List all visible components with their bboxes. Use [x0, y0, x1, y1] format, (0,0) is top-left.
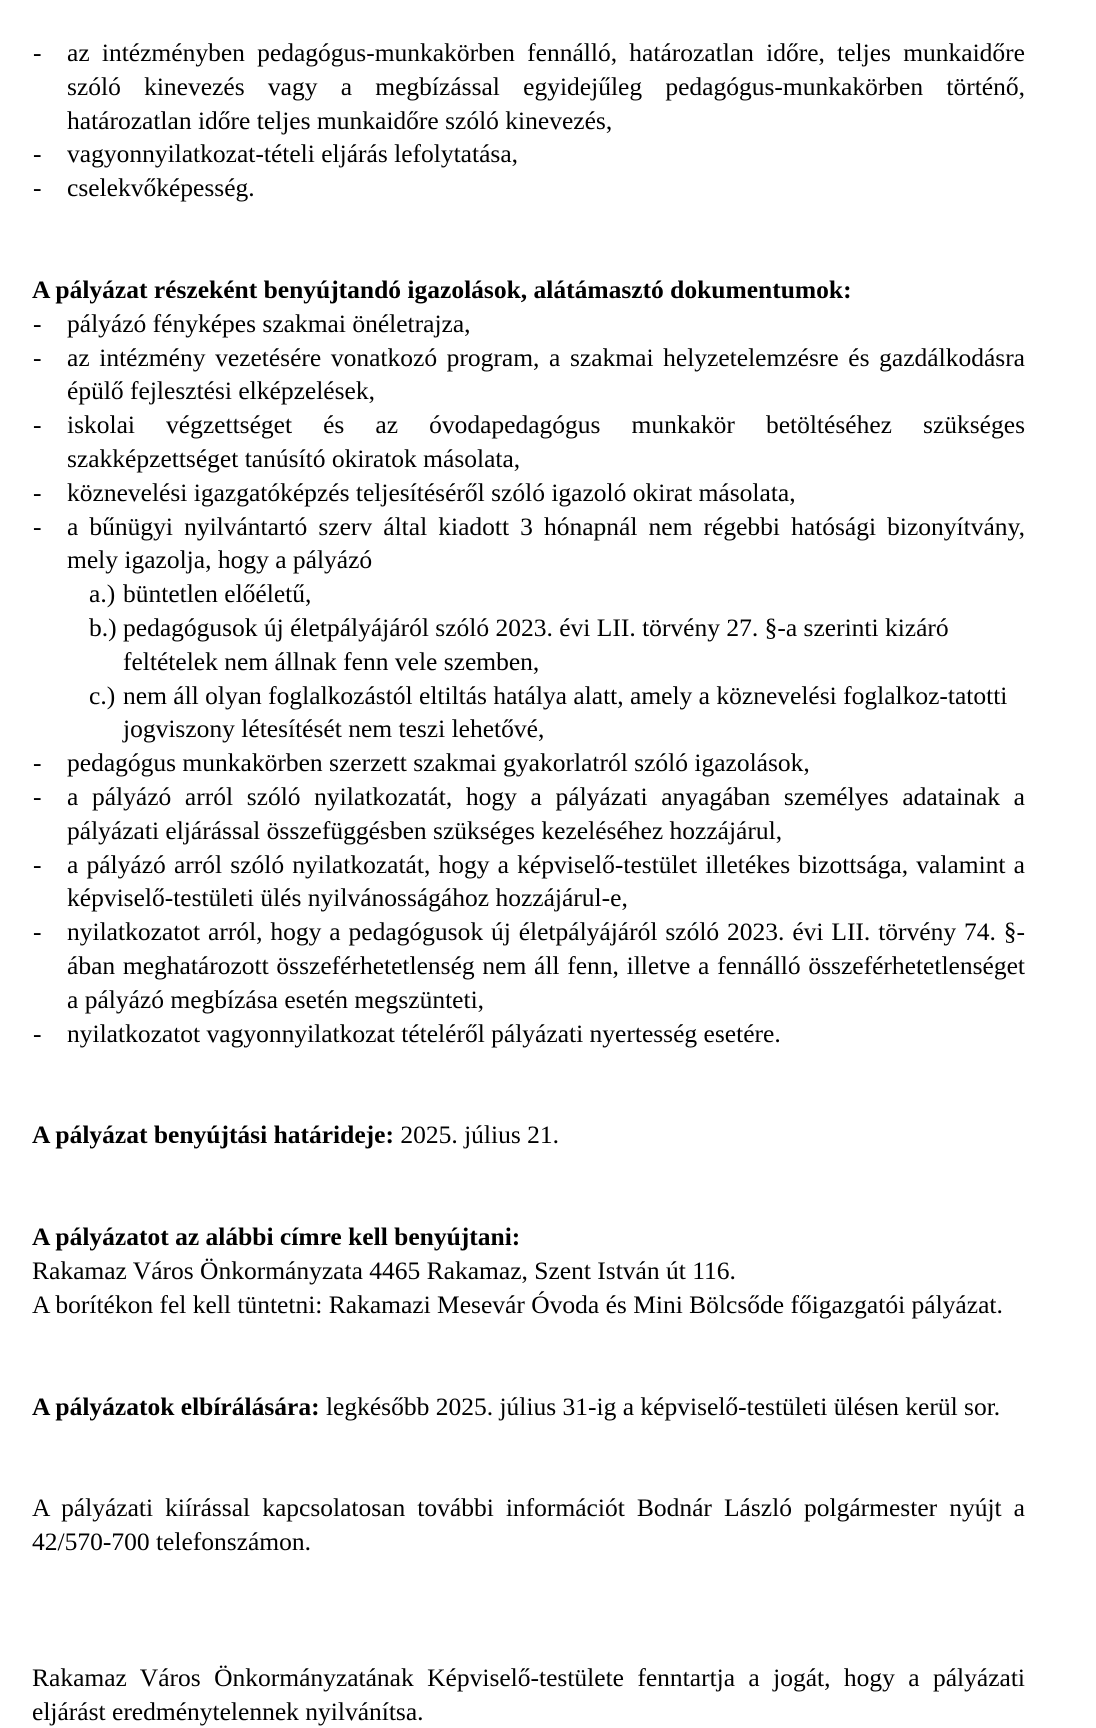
- deadline-value: 2025. július 21.: [400, 1120, 560, 1150]
- criminal-record-subconditions-list: [32, 577, 1025, 746]
- list-item: [32, 408, 1025, 476]
- spacer: [32, 205, 1025, 273]
- submission-heading: A pályázatot az alábbi címre kell benyújtani:: [32, 1222, 521, 1252]
- list-item-text: az intézményben pedagógus-munkakörben fennálló, határozatlan időre, teljes munkaidőre szóló kinevezés vagy a megbízással egyidejűleg pedagógus-munkakörben történő, határozatlan időre teljes munkaidőre szóló kinevezés,: [67, 38, 1025, 135]
- dash-bullet-icon: -: [33, 139, 42, 169]
- spacer: [32, 1322, 1025, 1390]
- list-item-text: nyilatkozatot vagyonnyilatkozat tételéről pályázati nyertesség esetére.: [67, 1018, 781, 1048]
- list-item: [32, 679, 1025, 747]
- dash-bullet-icon: -: [33, 917, 42, 947]
- reservation-paragraph: Rakamaz Város Önkormányzatának Képviselő-testülete fenntartja a jogát, hogy a pályázati eljárást eredménytelennek nyilvánítsa.: [32, 1662, 1025, 1726]
- evaluation-label: A pályázatok elbírálására:: [32, 1391, 320, 1421]
- list-item: [32, 1017, 1025, 1051]
- list-item: [32, 476, 1025, 510]
- list-item-text: a bűnügyi nyilvántartó szerv által kiadott 3 hónapnál nem régebbi hatósági bizonyítvány, mely igazolja, hogy a pályázó: [67, 511, 1025, 575]
- dash-bullet-icon: -: [33, 308, 42, 338]
- list-item-text: köznevelési igazgatóképzés teljesítéséről szóló igazoló okirat másolata,: [67, 477, 796, 507]
- list-item-text: büntetlen előéletű,: [123, 579, 312, 609]
- document-body: [32, 36, 1025, 1728]
- deadline-label: A pályázat benyújtási határideje:: [32, 1120, 394, 1150]
- submission-envelope-note: A borítékon fel kell tüntetni: Rakamazi Mesevár Óvoda és Mini Bölcsőde főigazgatói pályázat.: [32, 1289, 1003, 1319]
- dash-bullet-icon: -: [33, 849, 42, 879]
- alpha-marker-b: b.): [89, 612, 117, 642]
- list-item: [32, 171, 1025, 205]
- list-item-text: pályázó fényképes szakmai önéletrajza,: [67, 308, 471, 338]
- list-item-text: nem áll olyan foglalkozástól eltiltás hatálya alatt, amely a köznevelési foglalkoz-tatotti jogviszony létesítését nem teszi lehetővé,: [123, 680, 1008, 744]
- dash-bullet-icon: -: [33, 410, 42, 440]
- dash-bullet-icon: -: [33, 342, 42, 372]
- list-item-text: vagyonnyilatkozat-tételi eljárás lefolytatása,: [67, 139, 519, 169]
- spacer: [32, 1423, 1025, 1491]
- list-item: [32, 137, 1025, 171]
- list-item: [32, 746, 1025, 780]
- list-item: [32, 915, 1025, 1016]
- evaluation-value: legkésőbb 2025. július 31-ig a képviselő-testületi ülésen kerül sor.: [325, 1391, 1001, 1421]
- list-item-text: nyilatkozatot arról, hogy a pedagógusok új életpályájáról szóló 2023. évi LII. törvény 74. §-ában meghatározott összeférhetetlenség nem áll fenn, illetve a fennálló összeférhetetlenséget a pályázó megbízása esetén megszünteti,: [67, 917, 1025, 1014]
- list-item-text: iskolai végzettséget és az óvodapedagógus munkakör betöltéséhez szükséges szakképzettséget tanúsító okiratok másolata,: [67, 410, 1025, 473]
- list-item-text: pedagógus munkakörben szerzett szakmai gyakorlatról szóló igazolások,: [67, 748, 810, 778]
- spacer: [32, 1559, 1025, 1661]
- list-item: [32, 36, 1025, 137]
- documents-list-upper: [32, 307, 1025, 577]
- alpha-marker-c: c.): [89, 680, 116, 710]
- dash-bullet-icon: -: [33, 748, 42, 778]
- list-item-text: az intézmény vezetésére vonatkozó program, a szakmai helyzetelemzésre és gazdálkodásra épülő fejlesztési elképzelések,: [67, 342, 1025, 406]
- list-item: [32, 510, 1025, 578]
- deadline-paragraph: [32, 1118, 1025, 1152]
- documents-section-heading: A pályázat részeként benyújtandó igazolások, alátámasztó dokumentumok:: [32, 274, 852, 304]
- list-item: [32, 307, 1025, 341]
- list-item-text: a pályázó arról szóló nyilatkozatát, hogy a képviselő-testület illetékes bizottsága, valamint a képviselő-testületi ülés nyilvánosságához hozzájárul-e,: [67, 849, 1025, 913]
- dash-bullet-icon: -: [33, 38, 42, 67]
- list-item: [32, 780, 1025, 848]
- list-item-text: cselekvőképesség.: [67, 173, 255, 203]
- documents-list-lower: [32, 746, 1025, 1050]
- list-item: [32, 341, 1025, 409]
- alpha-marker-a: a.): [89, 579, 116, 609]
- submission-address: Rakamaz Város Önkormányzata 4465 Rakamaz, Szent István út 116.: [32, 1255, 736, 1285]
- contact-paragraph: A pályázati kiírással kapcsolatosan további információt Bodnár László polgármester nyújt a 42/570-700 telefonszámon.: [32, 1493, 1025, 1557]
- dash-bullet-icon: -: [33, 1018, 42, 1048]
- spacer: [32, 1050, 1025, 1118]
- list-item: [32, 611, 1025, 679]
- dash-bullet-icon: -: [33, 173, 42, 203]
- dash-bullet-icon: -: [33, 781, 42, 811]
- list-item-text: pedagógusok új életpályájáról szóló 2023. évi LII. törvény 27. §-a szerinti kizáró feltételek nem állnak fenn vele szemben,: [123, 612, 949, 676]
- list-item: [32, 577, 1025, 611]
- dash-bullet-icon: -: [33, 477, 42, 507]
- list-item-text: a pályázó arról szóló nyilatkozatát, hogy a pályázati anyagában személyes adatainak a pályázati eljárással összefüggésben szükséges kezeléséhez hozzájárul,: [67, 781, 1025, 845]
- intro-conditions-list: [32, 36, 1025, 205]
- dash-bullet-icon: -: [33, 511, 42, 541]
- spacer: [32, 1152, 1025, 1220]
- evaluation-paragraph: [32, 1390, 1025, 1424]
- list-item: [32, 848, 1025, 916]
